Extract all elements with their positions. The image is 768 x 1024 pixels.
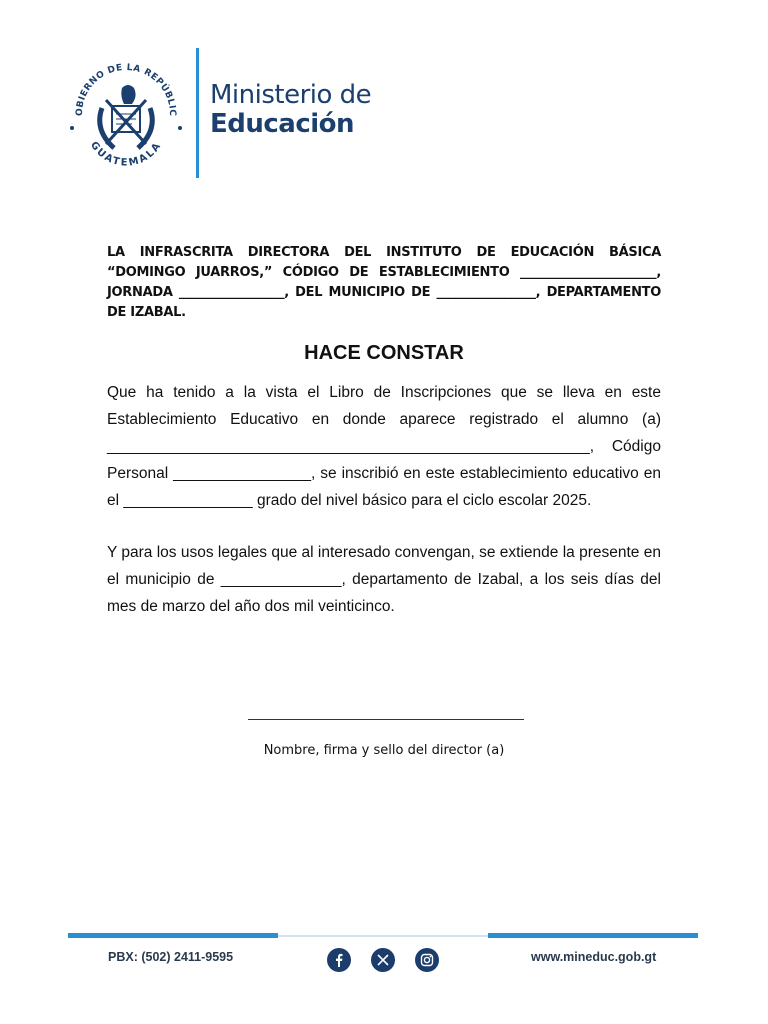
footer-rule-middle [278, 935, 488, 937]
guatemala-seal-logo [62, 48, 190, 176]
document-title: HACE CONSTAR [304, 342, 464, 364]
ministry-name-line1: Ministerio de [210, 80, 372, 110]
footer-rule-right [488, 933, 698, 938]
header-divider [196, 48, 199, 178]
signature-caption: Nombre, firma y sello del director (a) [263, 743, 505, 758]
x-icon[interactable] [371, 948, 395, 972]
footer-website-link[interactable]: www.mineduc.gob.gt [531, 950, 657, 964]
body-paragraph-1: Que ha tenido a la vista el Libro de Inscripciones que se lleva en este Establecimiento Educativo en donde aparece registrado el alumno (a) ________________________________________________________, Código Personal ________________, se inscribió en este establecimiento educativo en el _______________ grado del nivel básico para el ciclo escolar 2025. [107, 384, 661, 509]
svg-text:GUATEMALA [88, 140, 164, 169]
seal-text-top: OBIERNO DE LA REPÚBLIC [74, 62, 178, 117]
footer-rule-left [68, 933, 278, 938]
body-paragraph-2: Y para los usos legales que al interesado convengan, se extiende la presente en el municipio de ______________, departamento de Izabal, a los seis días del mes de marzo del año dos mil veinticinco. [107, 544, 661, 615]
instagram-icon[interactable] [415, 948, 439, 972]
intro-paragraph: LA INFRASCRITA DIRECTORA DEL INSTITUTO DE EDUCACIÓN BÁSICA “DOMINGO JUARROS,” CÓDIGO DE ESTABLECIMIENTO ______________________, JORNADA _________________, DEL MUNICIPIO DE ________________, DEPARTAMENTO DE IZABAL. [107, 245, 661, 320]
seal-text-bottom: GUATEMALA [87, 139, 165, 169]
signature-line [248, 719, 524, 720]
footer-phone: PBX: (502) 2411-9595 [108, 950, 234, 964]
ministry-name-line2: Educación [210, 109, 355, 139]
facebook-icon[interactable] [327, 948, 351, 972]
